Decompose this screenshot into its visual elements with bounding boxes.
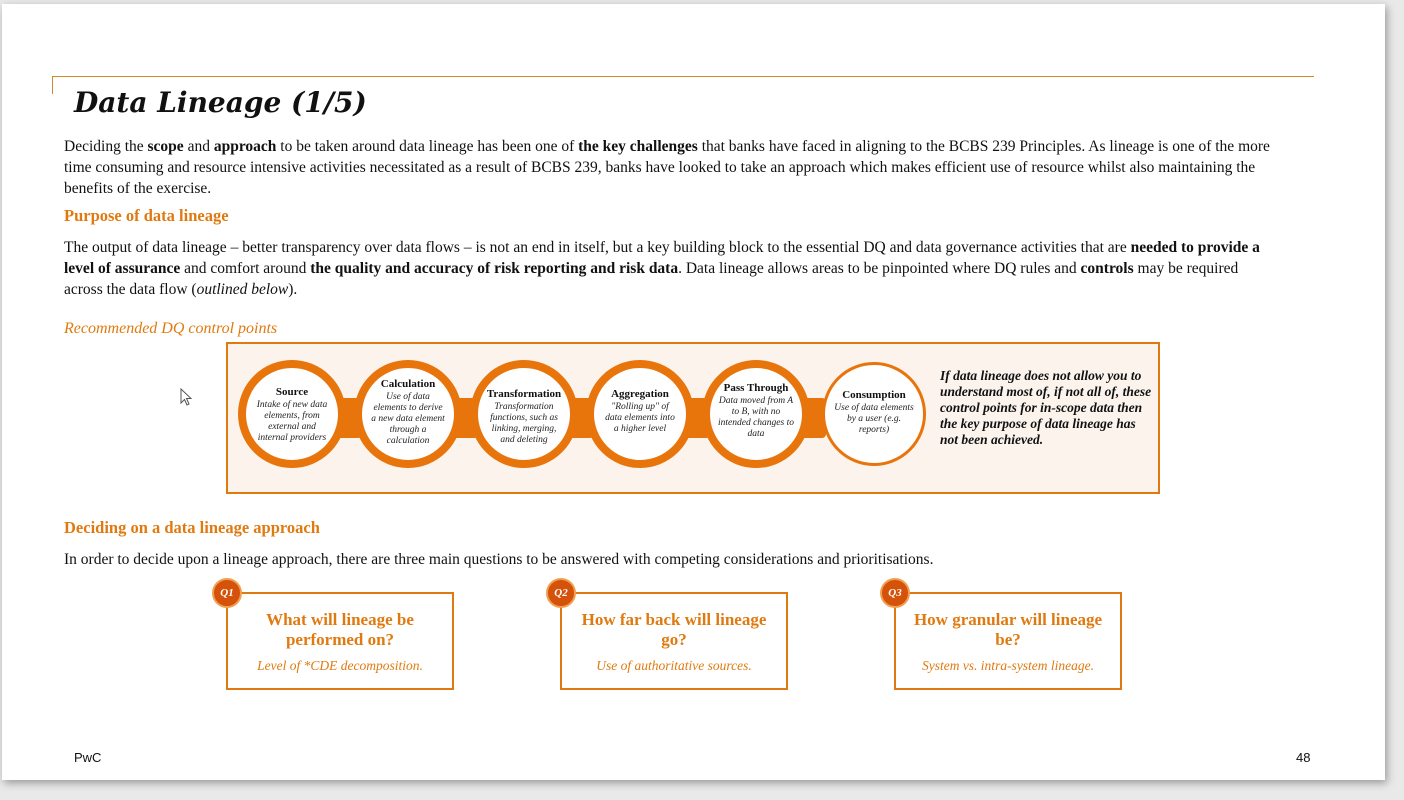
intro-paragraph: Deciding the scope and approach to be taken around data lineage has been one of the key challenges that banks have faced in aligning to the BCBS 239 Principles. As lineage is one of the more time consuming and resource intensive activities necessitated as a result of BCBS 239, banks have looked to take an approach which makes efficient use of resource whilst also maintaining the benefits of the exercise. (64, 138, 1270, 197)
page-number: 48 (1296, 750, 1311, 765)
title-rule (52, 76, 1314, 77)
q3-badge: Q3 (880, 578, 910, 608)
q2-subtext: Use of authoritative sources. (596, 658, 752, 673)
q1-question: What will lineage be performed on? (266, 610, 414, 649)
q3-question: How granular will lineage be? (913, 610, 1103, 649)
control-points-diagram (226, 342, 1160, 494)
q2-badge: Q2 (546, 578, 576, 608)
control-point-aggregation: Aggregation "Rolling up" of data elements into a higher level (586, 360, 694, 468)
title-rule-tick (52, 76, 53, 94)
purpose-paragraph: The output of data lineage – better transparency over data flows – is not an end in itself, but a key building block to the essential DQ and data governance activities that are needed to provide a level of assurance and comfort around the quality and accuracy of risk reporting and risk data. Data lineage allows areas to be pinpointed where DQ rules and controls may be required across the data flow (outlined below). (64, 239, 1260, 298)
control-points-note: If data lineage does not allow you to understand most of, if not all of, these control points for in-scope data then the key purpose of data lineage has not been achieved. (940, 368, 1152, 447)
purpose-heading: Purpose of data lineage (64, 206, 229, 225)
control-point-source: Source Intake of new data elements, from external and internal providers (238, 360, 346, 468)
question-box-q1 (220, 587, 454, 690)
page-title: Data Lineage (1/5) (74, 86, 367, 119)
question-box-q3 (888, 587, 1122, 690)
approach-paragraph: In order to decide upon a lineage approach, there are three main questions to be answered with competing considerations and prioritisations. (64, 551, 934, 568)
control-point-pass-through: Pass Through Data moved from A to B, with no intended changes to data (702, 360, 810, 468)
control-point-chain (238, 360, 938, 480)
q2-question: How far back will lineage go? (581, 610, 767, 649)
question-box-q2 (554, 587, 788, 690)
control-point-calculation: Calculation Use of data elements to derive a new data element through a calculation (354, 360, 462, 468)
mouse-pointer-icon (180, 388, 194, 408)
q1-subtext: Level of *CDE decomposition. (257, 658, 423, 673)
control-point-transformation: Transformation Transformation functions, such as linking, merging, and deleting (470, 360, 578, 468)
control-points-heading: Recommended DQ control points (64, 320, 278, 337)
q3-subtext: System vs. intra-system lineage. (921, 658, 1095, 673)
control-point-consumption: Consumption Use of data elements by a user (e.g. reports) (822, 362, 926, 466)
approach-heading: Deciding on a data lineage approach (64, 518, 320, 537)
slide (2, 4, 1385, 780)
footer-brand: PwC (74, 750, 102, 765)
q1-badge: Q1 (212, 578, 242, 608)
